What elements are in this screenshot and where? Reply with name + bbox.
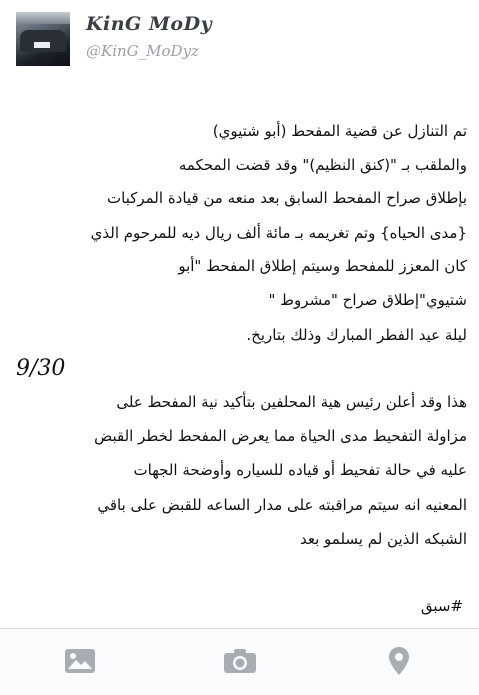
tweet-line: ليلة عيد الفطر المبارك وذلك بتاريخ. [246,326,467,344]
add-image-button[interactable] [60,643,100,679]
thread-counter: 9/30 [16,356,66,381]
tweet-line: هذا وقد أعلن رئيس هية المحلفين بتأكيد نية المفحط على [116,393,467,411]
tweet-line: {مدى الحياه} وتم تغريمه بـ مائة ألف ريال ديه للمرحوم الذي [90,224,467,242]
tweet-line: مزاولة التفحيط مدى الحياة مما يعرض المفحط لخطر القبض [94,427,467,445]
tweet-line: المعنيه انه سيتم مراقبته على مدار الساعه للقبض على باقي [97,496,467,514]
avatar[interactable] [16,12,70,66]
image-icon [64,648,96,674]
tweet-line: الشبكه الذين لم يسلمو بعد [299,530,467,548]
tweet-line: كان المعزز للمفحط وسيتم إطلاق المفحط "أبو [178,257,467,275]
location-button[interactable] [379,643,419,679]
avatar-sky [16,12,70,24]
tweet-line: تم التنازل عن قضية المفحط (أبو شتيوي) [212,122,467,140]
location-pin-icon [388,646,410,676]
tweet-line: شتيوي"إطلاق صراح "مشروط " [268,291,467,309]
hashtag-link[interactable]: #سبق [420,597,463,615]
camera-icon [223,648,257,674]
tweet-line: بإطلاق صراح المفحط السابق بعد منعه من قيادة المركبات [107,189,467,207]
tweet-line: عليه في حالة تفحيط أو قياده للسياره وأوضحة الجهات [133,461,467,479]
camera-button[interactable] [220,643,260,679]
user-handle[interactable]: @KinG_MoDyz [86,42,199,60]
tweet-line: والملقب بـ "(كنق النظيم)" وقد قضت المحكمه [178,156,467,174]
compose-toolbar [0,628,479,695]
avatar-plate [34,42,50,48]
avatar-car [20,30,66,52]
display-name[interactable]: KinG MoDy [86,13,213,35]
